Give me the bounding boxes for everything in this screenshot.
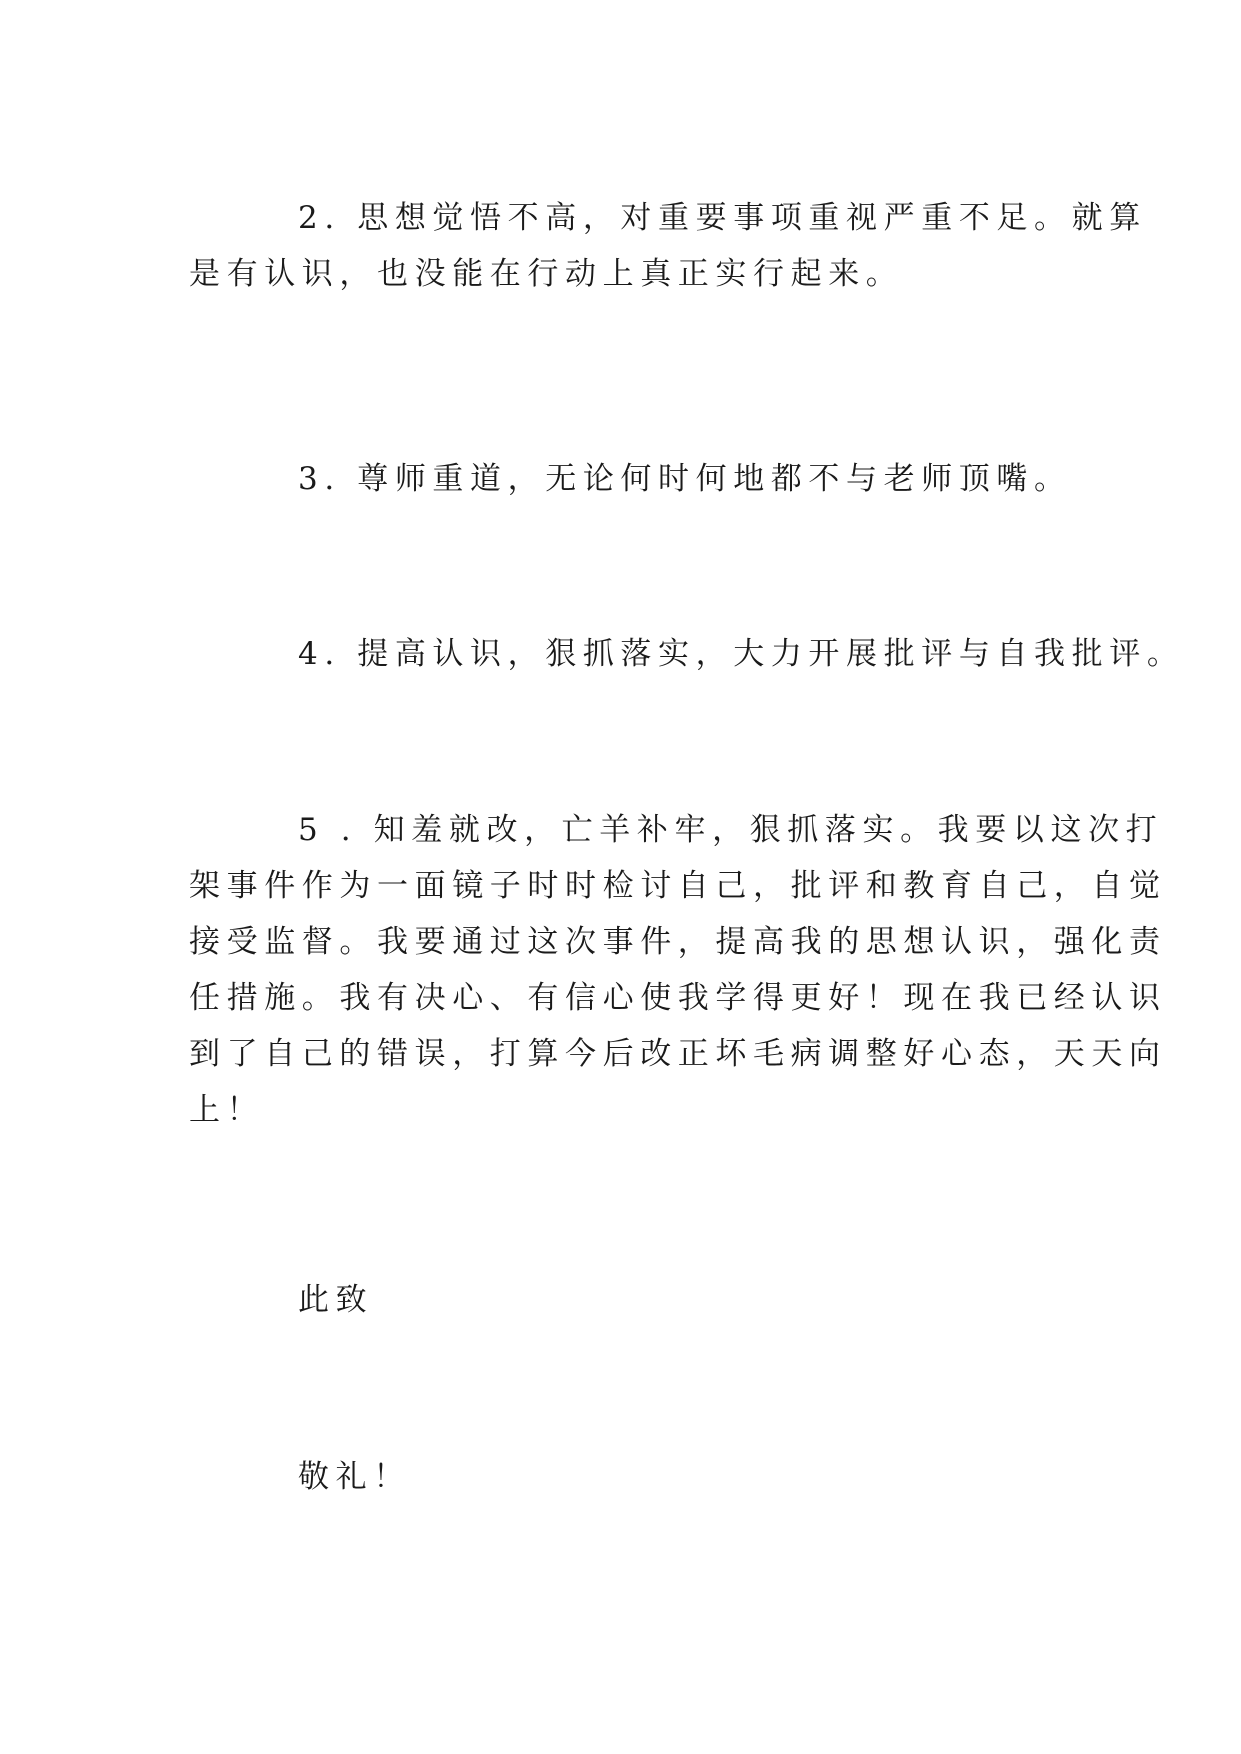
paragraph-line: 4. 提高认识，狠抓落实，大力开展批评与自我批评。 bbox=[298, 636, 1185, 672]
paragraph-line: 3. 尊师重道，无论何时何地都不与老师顶嘴。 bbox=[298, 461, 1072, 497]
paragraph-line: 5 . 知羞就改，亡羊补牢，狠抓落实。我要以这次打 bbox=[298, 812, 1164, 848]
paragraph-line: 接受监督。我要通过这次事件，提高我的思想认识，强化责 bbox=[189, 924, 1167, 960]
paragraph-line: 上！ bbox=[189, 1092, 265, 1128]
paragraph-line: 是有认识，也没能在行动上真正实行起来。 bbox=[189, 256, 904, 292]
closing-salutation: 此致 bbox=[298, 1282, 374, 1318]
paragraph-line: 到了自己的错误，打算今后改正坏毛病调整好心态，天天向 bbox=[189, 1036, 1167, 1072]
paragraph-line: 架事件作为一面镜子时时检讨自己，批评和教育自己，自觉 bbox=[189, 868, 1167, 904]
closing-regards: 敬礼！ bbox=[298, 1459, 411, 1495]
paragraph-line: 任措施。我有决心、有信心使我学得更好！现在我已经认识 bbox=[189, 980, 1167, 1016]
paragraph-line: 2. 思想觉悟不高，对重要事项重视严重不足。就算 bbox=[298, 200, 1147, 236]
